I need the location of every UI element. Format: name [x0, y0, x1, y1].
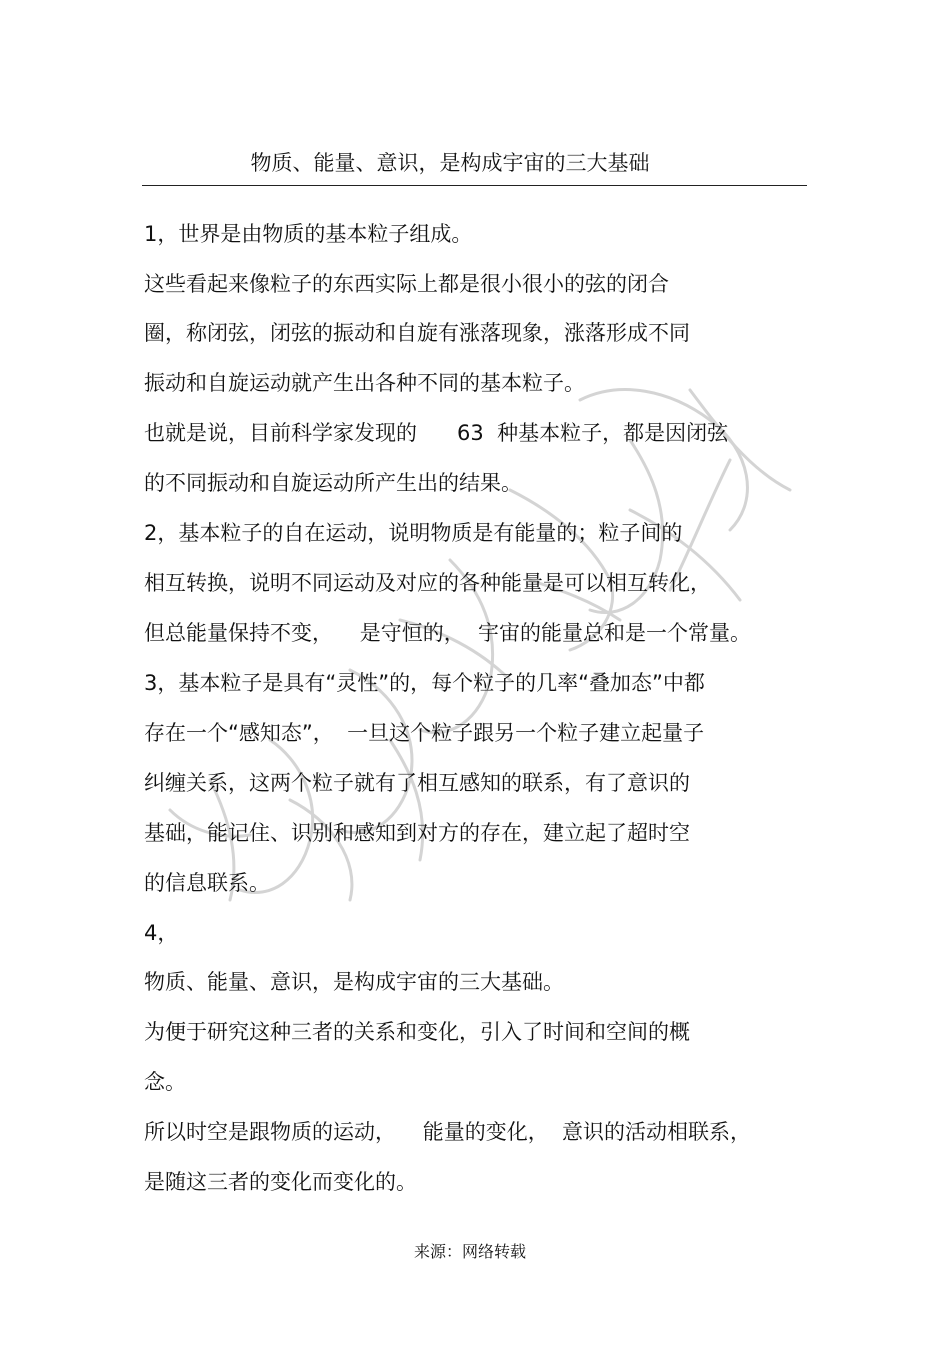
paragraph-line: 存在一个“感知态”， 一旦这个粒子跟另一个粒子建立起量子	[144, 721, 705, 745]
paragraph-line: 的不同振动和自旋运动所产生出的结果。	[144, 471, 522, 495]
paragraph-line: 这些看起来像粒子的东西实际上都是很小很小的弦的闭合	[144, 272, 669, 296]
paragraph-line: 是随这三者的变化而变化的。	[144, 1170, 417, 1194]
title-divider	[142, 185, 807, 186]
paragraph-line: 念。	[144, 1070, 186, 1094]
paragraph-line: 1，世界是由物质的基本粒子组成。	[144, 222, 473, 246]
paragraph-line: 圈，称闭弦，闭弦的振动和自旋有涨落现象，涨落形成不同	[144, 321, 690, 345]
paragraph-line: 为便于研究这种三者的关系和变化，引入了时间和空间的概	[144, 1020, 690, 1044]
paragraph-line: 也就是说，目前科学家发现的 63 种基本粒子，都是因闭弦	[144, 421, 729, 445]
source-footer: 来源：网络转载	[413, 1242, 526, 1261]
paragraph-line: 4，	[144, 921, 179, 945]
paragraph-line: 物质、能量、意识，是构成宇宙的三大基础。	[144, 970, 564, 994]
paragraph-line: 2，基本粒子的自在运动，说明物质是有能量的；粒子间的	[144, 521, 683, 545]
paragraph-line: 纠缠关系，这两个粒子就有了相互感知的联系，有了意识的	[144, 771, 690, 795]
paragraph-line: 的信息联系。	[144, 871, 270, 895]
paragraph-line: 振动和自旋运动就产生出各种不同的基本粒子。	[144, 371, 585, 395]
paragraph-line: 基础，能记住、识别和感知到对方的存在，建立起了超时空	[144, 821, 690, 845]
paragraph-line: 相互转换，说明不同运动及对应的各种能量是可以相互转化，	[144, 571, 711, 595]
paragraph-line: 所以时空是跟物质的运动， 能量的变化， 意识的活动相联系，	[144, 1120, 752, 1144]
paragraph-line: 3，基本粒子是具有“灵性”的，每个粒子的几率“叠加态”中都	[144, 671, 705, 695]
paragraph-line: 但总能量保持不变， 是守恒的， 宇宙的能量总和是一个常量。	[144, 621, 752, 645]
page-title: 物质、能量、意识，是构成宇宙的三大基础	[250, 151, 650, 175]
